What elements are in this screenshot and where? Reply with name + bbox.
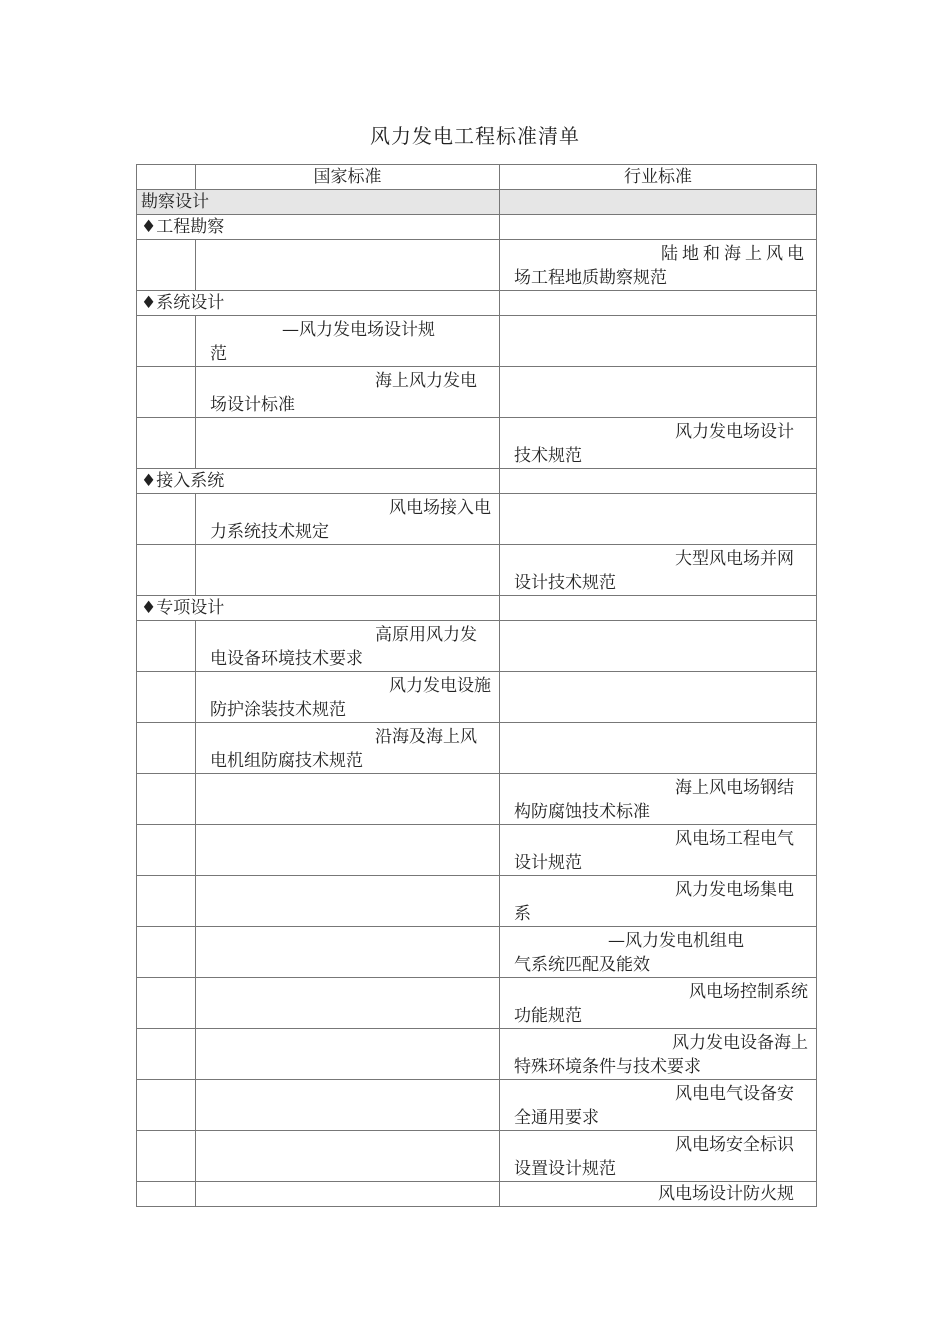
standard-name-line1: 风电电气设备安 bbox=[675, 1084, 794, 1104]
standards-table bbox=[136, 164, 817, 1207]
standard-name-line2: 电机组防腐技术规范 bbox=[210, 751, 363, 771]
standard-name-line1: 陆地和海上风电 bbox=[661, 244, 808, 264]
category-blank-cell bbox=[500, 596, 817, 621]
standard-name-line2: 气系统匹配及能效 bbox=[514, 955, 650, 975]
standard-name-line1: —风力发电场设计规 bbox=[282, 320, 435, 340]
standard-name-line2: 电设备环境技术要求 bbox=[210, 649, 363, 669]
header-national: 国家标准 bbox=[196, 165, 500, 190]
standard-name-line1: 风电场工程电气 bbox=[675, 829, 794, 849]
standard-name-line1: 风力发电设施 bbox=[389, 676, 491, 696]
table-row bbox=[137, 418, 817, 469]
table-header-row bbox=[137, 165, 817, 190]
standard-name-line1: 风力发电场设计 bbox=[675, 422, 794, 442]
standard-name-line2: 设置设计规范 bbox=[514, 1159, 616, 1179]
section-blank-cell bbox=[500, 190, 817, 215]
table-row bbox=[137, 774, 817, 825]
table-row bbox=[137, 927, 817, 978]
table-row bbox=[137, 494, 817, 545]
section-label: 勘察设计 bbox=[137, 190, 500, 215]
standard-name-line1: —风力发电机组电 bbox=[608, 931, 744, 951]
table-row bbox=[137, 1080, 817, 1131]
national-standard-cell bbox=[196, 494, 500, 545]
standard-name-line2: 构防腐蚀技术标准 bbox=[514, 802, 650, 822]
table-row bbox=[137, 1029, 817, 1080]
standard-name-line1: 风电场安全标识 bbox=[675, 1135, 794, 1155]
standard-name-line2: 场工程地质勘察规范 bbox=[514, 268, 667, 288]
category-system: ♦系统设计 bbox=[137, 291, 500, 316]
standard-name-line1: 风电场接入电 bbox=[389, 498, 491, 518]
standard-name-line1: 风电场控制系统 bbox=[689, 982, 808, 1002]
section-row bbox=[137, 190, 817, 215]
standard-name-line2: 技术规范 bbox=[514, 446, 582, 466]
industry-standard-cell bbox=[500, 825, 817, 876]
industry-standard-cell bbox=[500, 1131, 817, 1182]
standard-name-line2: 功能规范 bbox=[514, 1006, 582, 1026]
standard-name-line2: 设计技术规范 bbox=[514, 573, 616, 593]
industry-standard-cell bbox=[500, 978, 817, 1029]
standard-name-line2: 特殊环境条件与技术要求 bbox=[514, 1057, 701, 1077]
table-row bbox=[137, 316, 817, 367]
industry-standard-cell bbox=[500, 1182, 817, 1207]
category-row bbox=[137, 469, 817, 494]
standard-name-line1: 沿海及海上风 bbox=[375, 727, 477, 747]
standard-name-line1: 大型风电场并网 bbox=[675, 549, 794, 569]
standard-name-line1: 海上风电场钢结 bbox=[675, 778, 794, 798]
industry-standard-cell bbox=[500, 240, 817, 291]
national-standard-cell bbox=[196, 367, 500, 418]
industry-standard-cell bbox=[500, 418, 817, 469]
standard-name-line1: 风力发电场集电 bbox=[675, 880, 794, 900]
category-blank-cell bbox=[500, 215, 817, 240]
industry-standard-cell bbox=[500, 1029, 817, 1080]
standard-name-line2: 系 bbox=[514, 904, 531, 924]
category-row bbox=[137, 215, 817, 240]
table-row bbox=[137, 876, 817, 927]
category-grid: ♦接入系统 bbox=[137, 469, 500, 494]
page-title: 风力发电工程标准清单 bbox=[370, 124, 580, 148]
category-blank-cell bbox=[500, 291, 817, 316]
industry-standard-cell bbox=[500, 927, 817, 978]
industry-standard-cell bbox=[500, 876, 817, 927]
national-standard-cell bbox=[196, 621, 500, 672]
table-row bbox=[137, 672, 817, 723]
industry-standard-cell bbox=[500, 774, 817, 825]
table-row bbox=[137, 240, 817, 291]
table-row bbox=[137, 723, 817, 774]
standard-name-line2: 防护涂装技术规范 bbox=[210, 700, 346, 720]
table-row bbox=[137, 621, 817, 672]
category-row bbox=[137, 596, 817, 621]
national-standard-cell bbox=[196, 723, 500, 774]
table-row bbox=[137, 1182, 817, 1207]
industry-standard-cell bbox=[500, 1080, 817, 1131]
national-standard-cell bbox=[196, 316, 500, 367]
national-standard-cell bbox=[196, 672, 500, 723]
category-blank-cell bbox=[500, 469, 817, 494]
standard-name-line1: 高原用风力发 bbox=[375, 625, 477, 645]
standard-name-line1: 风力发电设备海上 bbox=[672, 1033, 808, 1053]
table-row bbox=[137, 1131, 817, 1182]
table-row bbox=[137, 545, 817, 596]
category-row bbox=[137, 291, 817, 316]
category-special: ♦专项设计 bbox=[137, 596, 500, 621]
industry-standard-cell bbox=[500, 545, 817, 596]
header-industry: 行业标准 bbox=[500, 165, 817, 190]
table-row bbox=[137, 978, 817, 1029]
standard-name-line2: 力系统技术规定 bbox=[210, 522, 329, 542]
standard-name-line1: 海上风力发电 bbox=[375, 371, 477, 391]
table-row bbox=[137, 825, 817, 876]
standard-name-line2: 设计规范 bbox=[514, 853, 582, 873]
header-blank-cell bbox=[137, 165, 196, 190]
standard-name-line1: 风电场设计防火规 bbox=[658, 1184, 794, 1204]
standard-name-line2: 范 bbox=[210, 344, 227, 364]
category-survey: ♦工程勘察 bbox=[137, 215, 500, 240]
table-row bbox=[137, 367, 817, 418]
standard-name-line2: 场设计标准 bbox=[210, 395, 295, 415]
standard-name-line2: 全通用要求 bbox=[514, 1108, 599, 1128]
